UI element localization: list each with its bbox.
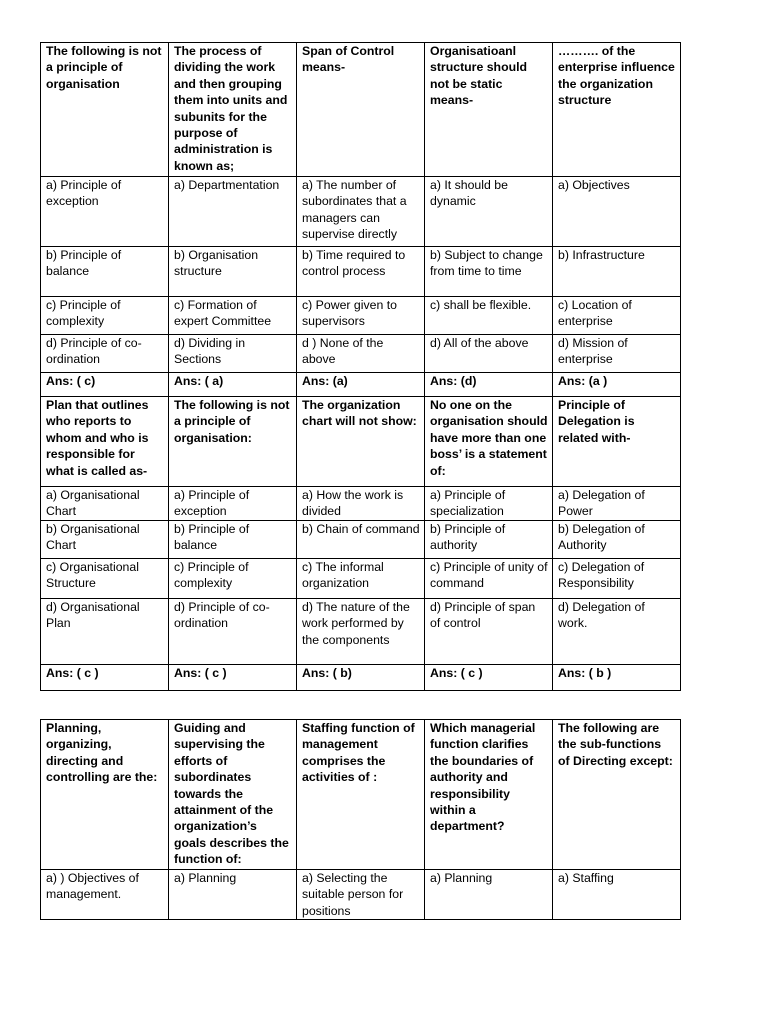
option-cell: a) Organisational Chart [41,487,169,521]
option-cell: c) Principle of complexity [41,297,169,335]
option-cell: a) Principle of exception [41,177,169,247]
option-cell: a) Principle of specialization [425,487,553,521]
option-cell: d) Delegation of work. [553,598,681,664]
answer-cell: Ans: ( c ) [41,664,169,690]
question-row [41,43,681,177]
option-cell: a) The number of subordinates that a managers can supervise directly [297,177,425,247]
option-cell: d) Mission of enterprise [553,335,681,373]
question-cell: The process of dividing the work and then grouping them into units and subunits for the purpose of administration is known as; [169,43,297,177]
answer-cell: Ans: ( a) [169,373,297,397]
question-table-1 [40,42,681,691]
answer-cell: Ans: (a) [297,373,425,397]
option-cell: c) Formation of expert Committee [169,297,297,335]
answer-cell: Ans: ( c ) [169,664,297,690]
option-cell: c) Principle of unity of command [425,558,553,598]
option-row [41,558,681,598]
option-cell: b) Organisational Chart [41,520,169,558]
answer-cell: Ans: (d) [425,373,553,397]
answer-cell: Ans: ( b) [297,664,425,690]
option-cell: d) Principle of span of control [425,598,553,664]
option-cell: a) It should be dynamic [425,177,553,247]
question-cell: Staffing function of management comprises the activities of : [297,720,425,870]
option-cell: d) Principle of co-ordination [169,598,297,664]
option-row [41,177,681,247]
question-cell: Organisatioanl structure should not be static means- [425,43,553,177]
option-cell: d) Dividing in Sections [169,335,297,373]
option-cell: c) Principle of complexity [169,558,297,598]
option-cell: b) Principle of authority [425,520,553,558]
option-row [41,870,681,920]
option-row [41,335,681,373]
question-cell: The organization chart will not show: [297,397,425,487]
question-cell: No one on the organisation should have more than one boss’ is a statement of: [425,397,553,487]
question-row [41,720,681,870]
option-cell: b) Organisation structure [169,247,297,297]
option-cell: b) Time required to control process [297,247,425,297]
answer-cell: Ans: ( b ) [553,664,681,690]
option-cell: a) Departmentation [169,177,297,247]
option-cell: c) shall be flexible. [425,297,553,335]
option-cell: c) Power given to supervisors [297,297,425,335]
question-cell: ………. of the enterprise influence the organization structure [553,43,681,177]
question-cell: Principle of Delegation is related with- [553,397,681,487]
option-cell: d ) None of the above [297,335,425,373]
question-cell: The following is not a principle of organisation: [169,397,297,487]
option-cell: a) Planning [169,870,297,920]
option-cell: a) Delegation of Power [553,487,681,521]
option-row [41,598,681,664]
question-cell: Guiding and supervising the efforts of subordinates towards the attainment of the organization’s goals describes the function of: [169,720,297,870]
question-cell: The following are the sub-functions of Directing except: [553,720,681,870]
answer-cell: Ans: ( c ) [425,664,553,690]
answer-row [41,373,681,397]
option-cell: d) Principle of co-ordination [41,335,169,373]
option-cell: c) Location of enterprise [553,297,681,335]
option-cell: a) Principle of exception [169,487,297,521]
question-row [41,397,681,487]
option-cell: c) Delegation of Responsibility [553,558,681,598]
option-cell: d) All of the above [425,335,553,373]
answer-cell: Ans: ( c) [41,373,169,397]
option-cell: a) ) Objectives of management. [41,870,169,920]
option-cell: b) Chain of command [297,520,425,558]
option-cell: a) Planning [425,870,553,920]
question-cell: Span of Control means- [297,43,425,177]
option-row [41,247,681,297]
option-cell: a) Objectives [553,177,681,247]
option-cell: a) Selecting the suitable person for positions [297,870,425,920]
question-cell: Planning, organizing, directing and controlling are the: [41,720,169,870]
answer-row [41,664,681,690]
option-row [41,520,681,558]
question-cell: Plan that outlines who reports to whom and who is responsible for what is called as- [41,397,169,487]
option-cell: c) Organisational Structure [41,558,169,598]
option-cell: c) The informal organization [297,558,425,598]
option-cell: b) Infrastructure [553,247,681,297]
option-cell: d) The nature of the work performed by the components [297,598,425,664]
question-table-2 [40,719,681,920]
option-cell: b) Subject to change from time to time [425,247,553,297]
question-cell: Which managerial function clarifies the boundaries of authority and responsibility within a department? [425,720,553,870]
option-row [41,297,681,335]
option-cell: a) Staffing [553,870,681,920]
question-cell: The following is not a principle of organisation [41,43,169,177]
option-row [41,487,681,521]
option-cell: d) Organisational Plan [41,598,169,664]
option-cell: b) Principle of balance [169,520,297,558]
option-cell: b) Principle of balance [41,247,169,297]
answer-cell: Ans: (a ) [553,373,681,397]
option-cell: b) Delegation of Authority [553,520,681,558]
option-cell: a) How the work is divided [297,487,425,521]
